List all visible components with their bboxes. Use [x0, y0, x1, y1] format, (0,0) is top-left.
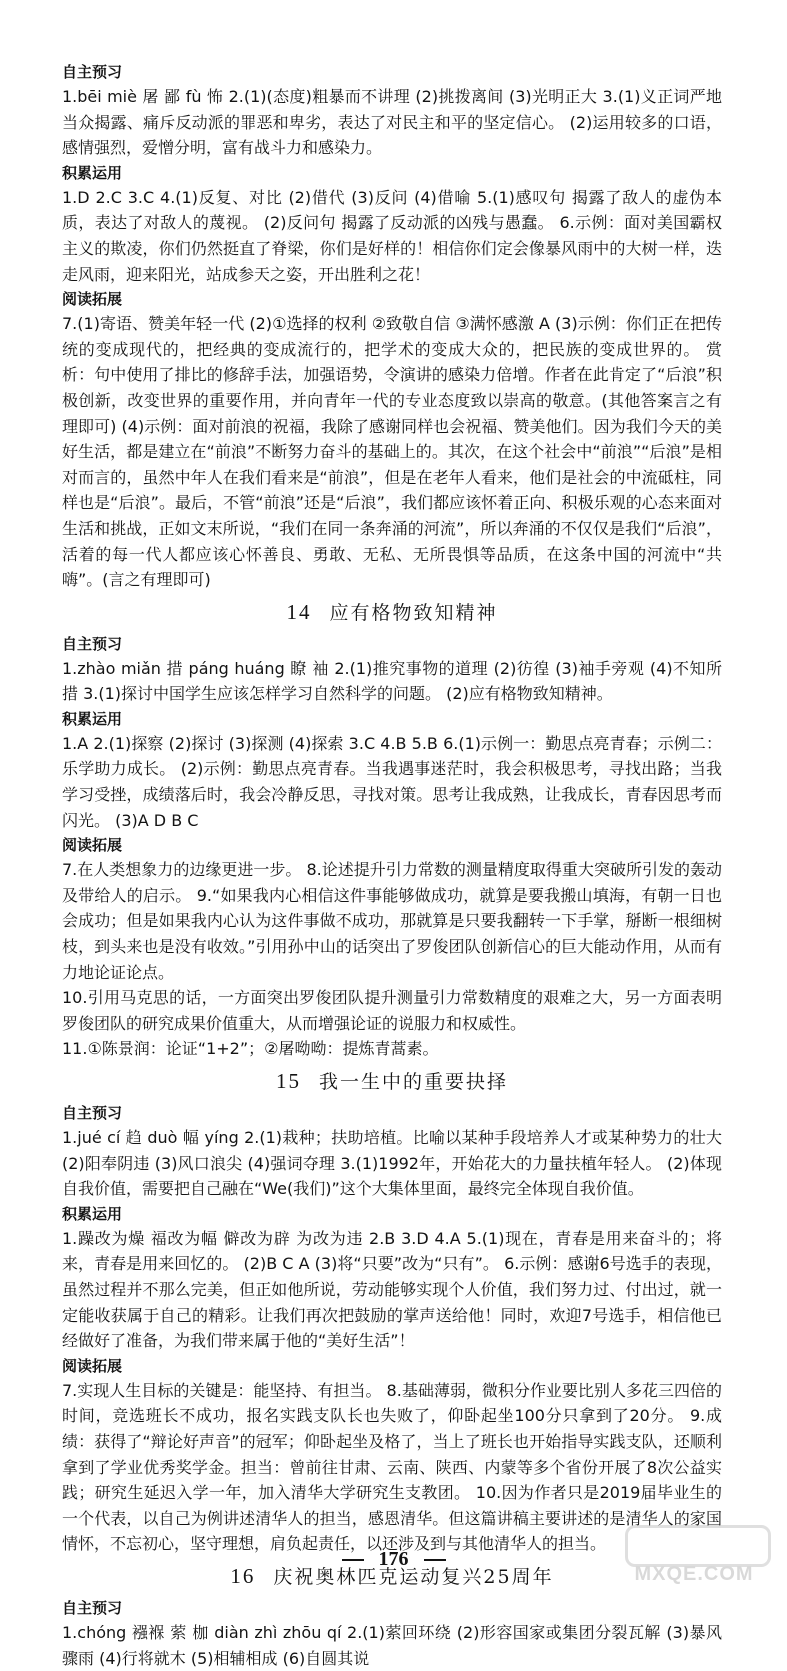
- lesson-number: 16: [230, 1563, 256, 1588]
- answer-paragraph: 7.在人类想象力的边缘更进一步。 8.论述提升引力常数的测量精度取得重大突破所引发的轰动及带给人的启示。 9.“如果我内心相信这件事能够做成功，就算是要我搬山填海，有朝一日也会成功；但是如果我内心认为这件事做不成功，那就算是只要我翻转一下手掌，掰断一根细树枝，到头来也是没有收效。”引用孙中山的话突出了罗俊团队创新信心的巨大能动作用，从而有力地论证论点。: [62, 860, 722, 982]
- answer-paragraph: 1.chóng 襁褓 萦 枷 diàn zhì zhōu qí 2.(1)萦回环绕 (2)形容国家或集团分裂瓦解 (3)暴风骤雨 (4)行将就木 (5)相辅相成 (6)自圆其说: [62, 1622, 722, 1668]
- section-heading: 积累运用: [62, 1204, 123, 1223]
- answer-paragraph: 1.A 2.(1)探察 (2)探讨 (3)探测 (4)探索 3.C 4.B 5.B 6.(1)示例一：勤思点亮青春；示例二：乐学助力成长。 (2)示例：勤思点亮青春。当我遇事迷茫时，我会积极思考，寻找出路；当我学习受挫，成绩落后时，我会冷静反思，寻找对策。思考让我成熟，让我成长，青春因思考而闪光。 (3)A D B C: [62, 733, 722, 830]
- watermark-logo: [625, 1525, 771, 1567]
- answer-paragraph: 1.zhào miǎn 措 páng huáng 瞭 袖 2.(1)推究事物的道理 (2)彷徨 (3)袖手旁观 (4)不知所措 3.(1)探讨中国学生应该怎样学习自然科学的问题。 (2)应有格物致知精神。: [62, 658, 722, 704]
- lesson-title: [62, 1064, 722, 1099]
- answer-paragraph: 10.引用马克思的话，一方面突出罗俊团队提升测量引力常数精度的艰难之大，另一方面表明罗俊团队的研究成果价值重大，从而增强论证的说服力和权威性。: [62, 988, 722, 1033]
- lesson-title: [62, 595, 722, 630]
- footer-dash-left: [342, 1559, 364, 1561]
- page-number: 176: [378, 1548, 409, 1570]
- answer-paragraph: 11.①陈景润：论证“1+2”；②屠呦呦：提炼青蒿素。: [62, 1039, 439, 1059]
- footer-dash-right: [424, 1559, 446, 1561]
- section-heading: 积累运用: [62, 709, 123, 728]
- lesson-number: 14: [286, 599, 312, 624]
- lesson-title-text: 应有格物致知精神: [329, 601, 498, 624]
- section-heading: 阅读拓展: [62, 290, 123, 309]
- lesson-title-text: 庆祝奥林匹克运动复兴25周年: [273, 1565, 554, 1588]
- lesson-title-text: 我一生中的重要抉择: [318, 1071, 508, 1093]
- answer-paragraph: 7.实现人生目标的关键是：能坚持、有担当。 8.基础薄弱，微积分作业要比别人多花三四倍的时间，竞选班长不成功，报名实践支队长也失败了，仰卧起坐100分只拿到了20分。 9.成绩：获得了“辩论好声音”的冠军；仰卧起坐及格了，当上了班长也开始指导实践支队，还顺利拿到了学业优秀奖学金。担当：曾前往甘肃、云南、陕西、内蒙等多个省份开展了8次公益实践；研究生延迟入学一年，加入清华大学研究生支教团。 10.因为作者只是2019届毕业生的一个代表，以自己为例讲述清华人的担当，感恩清华。但这篇讲稿主要讲述的是清华人的家国情怀，不忘初心，坚守理想，肩负起责任，以还涉及到与其他清华人的担当。: [62, 1380, 722, 1554]
- answer-paragraph: 1.bēi miè 屠 鄙 fù 怖 2.(1)(态度)粗暴而不讲理 (2)挑拨离间 (3)光明正大 3.(1)义正词严地当众揭露、痛斥反动派的罪恶和卑劣，表达了对民主和平的坚定信心。 (2)运用较多的口语，感情强烈，爱憎分明，富有战斗力和感染力。: [62, 87, 722, 158]
- answer-content: [62, 60, 722, 1671]
- section-heading: 自主预习: [62, 634, 123, 653]
- section-heading: 自主预习: [62, 1598, 123, 1617]
- answer-paragraph: 1.D 2.C 3.C 4.(1)反复、对比 (2)借代 (3)反问 (4)借喻 5.(1)感叹句 揭露了敌人的虚伪本质，表达了对敌人的蔑视。 (2)反问句 揭露了反动派的凶残与愚蠢。 6.示例：面对美国霸权主义的欺凌，你们仍然挺直了脊梁，你们是好样的！相信你们定会像暴风雨中的大树一样，迭走风雨，迎来阳光，站成参天之姿，开出胜利之花！: [62, 187, 722, 284]
- answer-paragraph: 7.(1)寄语、赞美年轻一代 (2)①选择的权利 ②致敬自信 ③满怀感激 A (3)示例：你们正在把传统的变成现代的，把经典的变成流行的，把学术的变成大众的，把民族的变成世界的。 赏析：句中使用了排比的修辞手法，加强语势，令演讲的感染力倍增。作者在此肯定了“后浪”积极创新，改变世界的重要作用，并向青年一代的专业态度致以崇高的敬意。(其他答案言之有理即可) (4)示例：面对前浪的祝福，我除了感谢同样也会祝福、赞美他们。因为我们今天的美好生活，都是建立在“前浪”不断努力奋斗的基础上的。其次，在这个社会中“前浪”“后浪”是相对而言的，虽然中年人在我们看来是“前浪”，但是在老年人看来，他们是社会的中流砥柱，同样也是“后浪”。最后，不管“前浪”还是“后浪”，我们都应该怀着正向、积极乐观的心态来面对生活和挑战，正如文末所说，“我们在同一条奔涌的河流”，所以奔涌的不仅仅是我们“后浪”，活着的每一代人都应该心怀善良、勇敢、无私、无所畏惧等品质，在这条中国的河流中“共嗨”。(言之有理即可): [62, 314, 722, 590]
- section-heading: 自主预习: [62, 63, 123, 81]
- watermark-url: MXQE.COM: [634, 1563, 754, 1585]
- answer-paragraph: 1.jué cí 趋 duò 幅 yíng 2.(1)栽种；扶助培植。比喻以某种手段培养人才或某种势力的壮大 (2)阳奉阴违 (3)风口浪尖 (4)强词夺理 3.(1)1992年，开始花大的力量扶植年轻人。 (2)体现自我价值，需要把自己融在“We(我们)”这个大集体里面，最终完全体现自我价值。: [62, 1128, 722, 1199]
- lesson-number: 15: [275, 1069, 301, 1093]
- section-heading: 积累运用: [62, 163, 123, 182]
- section-heading: 自主预习: [62, 1104, 123, 1122]
- section-heading: 阅读拓展: [62, 1356, 123, 1375]
- section-heading: 阅读拓展: [62, 836, 123, 855]
- answer-paragraph: 1.躁改为燥 福改为幅 僻改为辟 为改为违 2.B 3.D 4.A 5.(1)现在，青春是用来奋斗的；将来，青春是用来回忆的。 (2)B C A (3)将“只要”改为“只有”。 6.示例：感谢6号选手的表现，虽然过程并不那么完美，但正如他所说，劳动能够实现个人价值，我们努力过、付出过，就一定能收获属于自己的精彩。让我们再次把鼓励的掌声送给他！同时，欢迎7号选手，相信他已经做好了准备，为我们带来属于他的“美好生活”！: [62, 1228, 722, 1351]
- watermark: [619, 1525, 769, 1587]
